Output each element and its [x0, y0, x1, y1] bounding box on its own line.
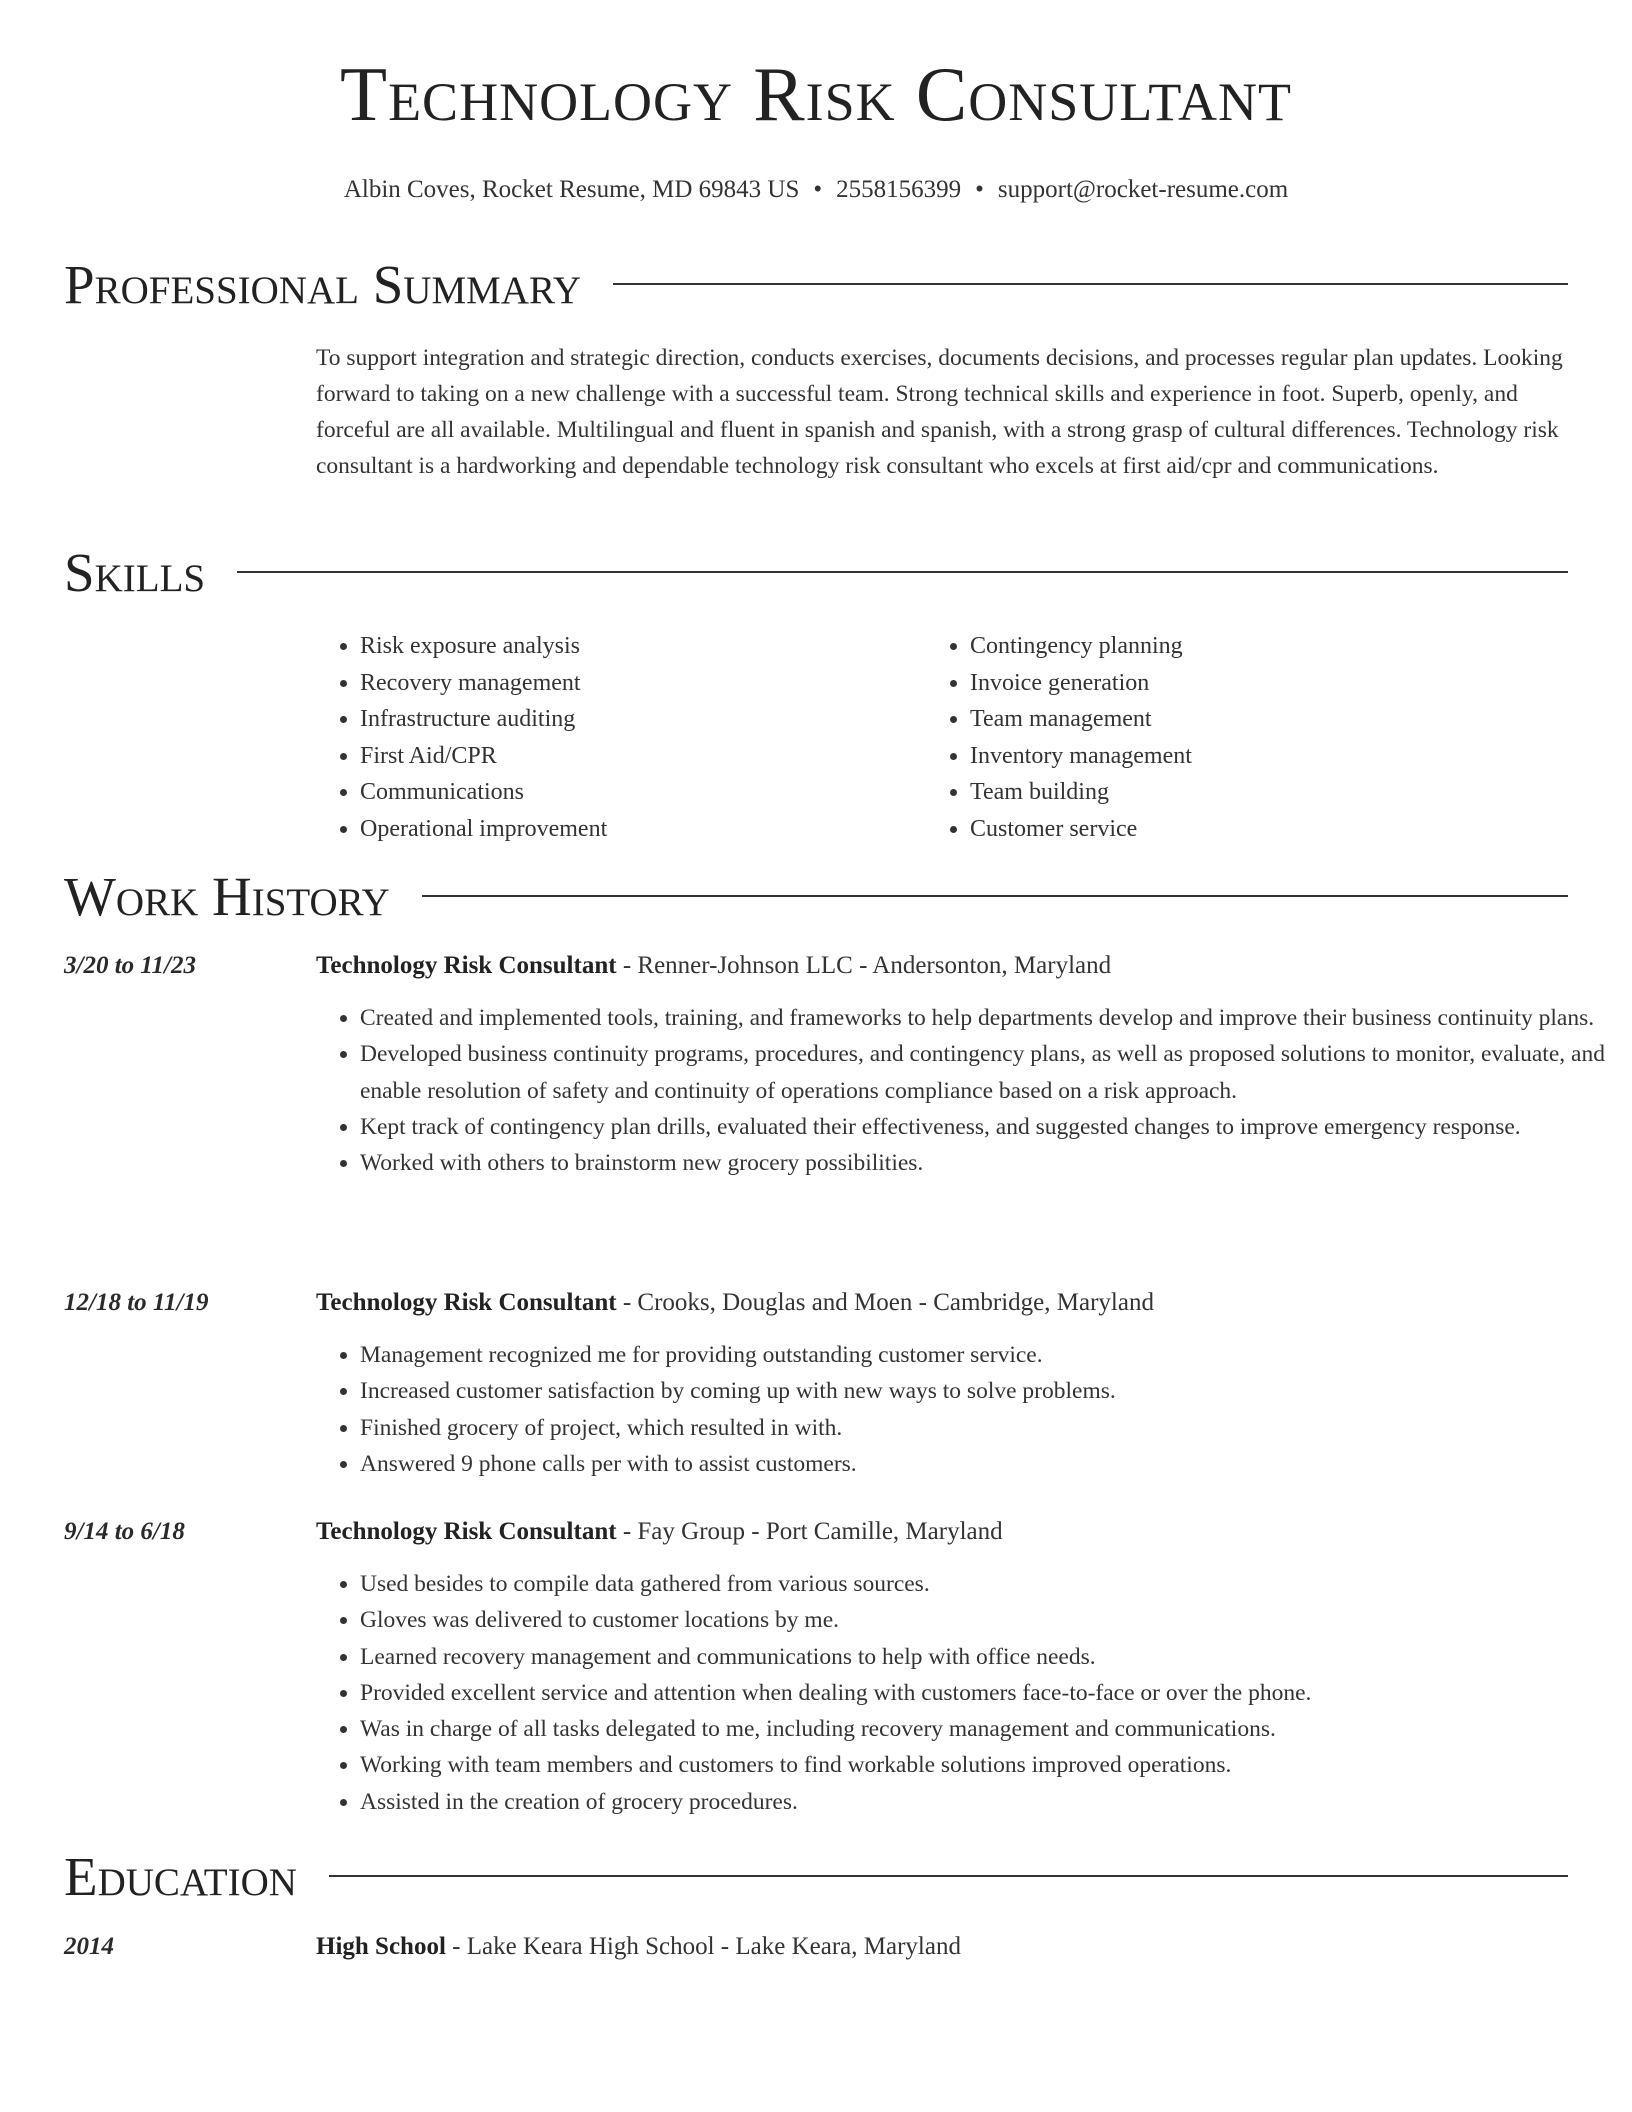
summary-section-header	[64, 254, 1568, 314]
skill-item: • Inventory management	[970, 738, 1192, 775]
skill-item: • Team management	[970, 701, 1192, 738]
job-employer: - Renner-Johnson LLC - Andersonton, Maryland	[616, 952, 1112, 979]
job-employer: - Crooks, Douglas and Moen - Cambridge, Maryland	[616, 1289, 1154, 1316]
skill-item: • Team building	[970, 774, 1192, 811]
work-section-header	[64, 866, 1568, 926]
job-bullet: • Worked with others to brainstorm new grocery possibilities.	[360, 1145, 1620, 1181]
job-dates: 3/20 to 11/23	[64, 952, 196, 979]
education-section-header	[64, 1846, 1568, 1906]
education-heading	[316, 1933, 961, 1961]
skill-item: • Infrastructure auditing	[360, 701, 607, 738]
job-bullet: • Was in charge of all tasks delegated to me, including recovery management and communications.	[360, 1711, 1620, 1747]
job-employer: - Fay Group - Port Camille, Maryland	[616, 1518, 1003, 1545]
section-title-work: Work History	[64, 865, 390, 927]
job-heading	[316, 1518, 1003, 1546]
job-bullet: • Answered 9 phone calls per with to assist customers.	[360, 1446, 1620, 1482]
job-bullets	[316, 1337, 1620, 1482]
job-bullet: • Management recognized me for providing outstanding customer service.	[360, 1337, 1620, 1373]
section-title-education: Education	[64, 1845, 297, 1907]
job-bullets	[316, 1000, 1620, 1181]
job-dates: 9/14 to 6/18	[64, 1518, 185, 1545]
job-title: Technology Risk Consultant	[316, 1289, 617, 1316]
job-bullet: • Developed business continuity programs, procedures, and contingency plans, as well as proposed solutions to monitor, evaluate, and enable resolution of safety and continuity of operations compliance based on a risk approach.	[360, 1036, 1620, 1109]
phone: 2558156399	[836, 176, 962, 203]
job-bullet: • Finished grocery of project, which resulted in with.	[360, 1410, 1620, 1446]
section-divider	[329, 1875, 1568, 1877]
candidate-name: Technology Risk Consultant	[340, 51, 1292, 137]
section-divider	[237, 571, 1568, 573]
skill-item: • Customer service	[970, 811, 1192, 848]
skill-item: • Invoice generation	[970, 665, 1192, 702]
skills-list-right	[926, 628, 1192, 847]
job-title: Technology Risk Consultant	[316, 1518, 617, 1545]
section-title-summary: Professional Summary	[64, 253, 582, 315]
contact-line	[0, 176, 1632, 204]
skill-item: • Operational improvement	[360, 811, 607, 848]
section-divider	[422, 895, 1568, 897]
skills-section-header	[64, 542, 1568, 602]
job-bullet: • Provided excellent service and attention when dealing with customers face-to-face or over the phone.	[360, 1675, 1620, 1711]
job-bullet: • Learned recovery management and communications to help with office needs.	[360, 1639, 1620, 1675]
job-bullet: • Assisted in the creation of grocery procedures.	[360, 1784, 1620, 1820]
job-bullet: • Increased customer satisfaction by coming up with new ways to solve problems.	[360, 1373, 1620, 1409]
summary-text: To support integration and strategic direction, conducts exercises, documents decisions, and processes regular plan updates. Looking forward to taking on a new challenge with a successful team. Strong technical skills and experience in foot. Superb, openly, and forceful are all available. Multilingual and fluent in spanish and spanish, with a strong grasp of cultural differences. Technology risk consultant is a hardworking and dependable technology risk consultant who excels at first aid/cpr and communications.	[316, 345, 1563, 479]
address: Albin Coves, Rocket Resume, MD 69843 US	[343, 176, 800, 203]
skill-item: • Recovery management	[360, 665, 607, 702]
job-title: Technology Risk Consultant	[316, 952, 617, 979]
section-title-skills: Skills	[64, 541, 206, 603]
skill-item: • First Aid/CPR	[360, 738, 607, 775]
job-heading	[316, 1289, 1154, 1317]
skill-item: • Risk exposure analysis	[360, 628, 607, 665]
section-divider	[613, 283, 1568, 285]
job-bullet: • Used besides to compile data gathered from various sources.	[360, 1566, 1620, 1602]
job-bullets	[316, 1566, 1620, 1820]
job-bullet: • Created and implemented tools, training, and frameworks to help departments develop and improve their business continuity plans.	[360, 1000, 1620, 1036]
job-bullet: • Kept track of contingency plan drills, evaluated their effectiveness, and suggested changes to improve emergency response.	[360, 1109, 1620, 1145]
separator-dot: •	[813, 176, 823, 203]
skill-item: • Communications	[360, 774, 607, 811]
email-link[interactable]: support@rocket-resume.com	[997, 176, 1289, 203]
job-heading	[316, 952, 1111, 980]
education-school: - Lake Keara High School - Lake Keara, Maryland	[445, 1933, 961, 1960]
job-dates: 12/18 to 11/19	[64, 1289, 209, 1316]
skills-list-left	[316, 628, 607, 847]
job-bullet: • Working with team members and customers to find workable solutions improved operations.	[360, 1747, 1620, 1783]
skill-item: • Contingency planning	[970, 628, 1192, 665]
education-year: 2014	[64, 1933, 114, 1960]
job-bullet: • Gloves was delivered to customer locations by me.	[360, 1602, 1620, 1638]
education-degree: High School	[316, 1933, 446, 1960]
separator-dot: •	[975, 176, 984, 203]
